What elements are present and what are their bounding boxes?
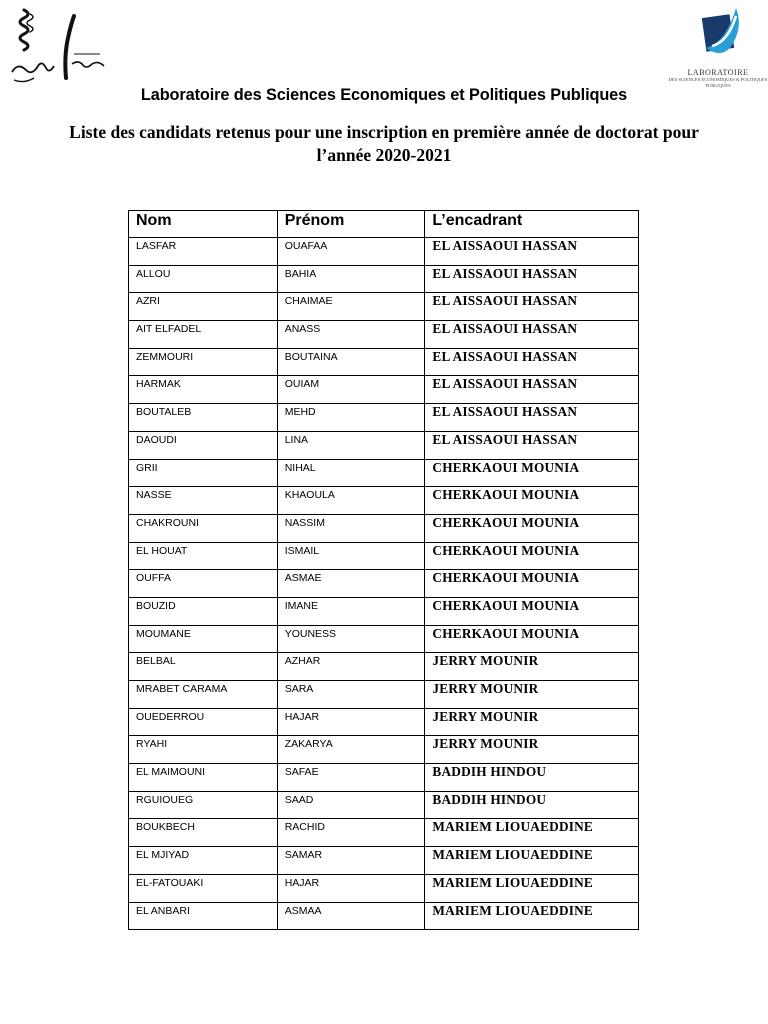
cell-encadrant: EL AISSAOUI HASSAN <box>425 293 639 321</box>
university-logo-icon <box>8 6 108 88</box>
cell-prenom: ISMAIL <box>277 542 425 570</box>
table-row <box>129 819 639 847</box>
cell-nom: EL MAIMOUNI <box>129 764 278 792</box>
table-row <box>129 847 639 875</box>
cell-nom: EL HOUAT <box>129 542 278 570</box>
cell-encadrant: EL AISSAOUI HASSAN <box>425 265 639 293</box>
table-row <box>129 874 639 902</box>
cell-nom: BELBAL <box>129 653 278 681</box>
cell-prenom: SAMAR <box>277 847 425 875</box>
table-body <box>129 238 639 930</box>
cell-prenom: OUIAM <box>277 376 425 404</box>
cell-prenom: MEHD <box>277 404 425 432</box>
table-row <box>129 570 639 598</box>
cell-encadrant: CHERKAOUI MOUNIA <box>425 459 639 487</box>
cell-nom: EL MJIYAD <box>129 847 278 875</box>
cell-nom: RYAHI <box>129 736 278 764</box>
cell-nom: OUEDERROU <box>129 708 278 736</box>
lab-logo-title: LABORATOIRE <box>687 68 749 77</box>
cell-nom: RGUIOUEG <box>129 791 278 819</box>
cell-prenom: OUAFAA <box>277 238 425 266</box>
cell-encadrant: JERRY MOUNIR <box>425 653 639 681</box>
table-row <box>129 542 639 570</box>
table-row <box>129 902 639 930</box>
cell-nom: CHAKROUNI <box>129 514 278 542</box>
table-row <box>129 431 639 459</box>
cell-encadrant: CHERKAOUI MOUNIA <box>425 625 639 653</box>
cell-encadrant: CHERKAOUI MOUNIA <box>425 542 639 570</box>
table-row <box>129 238 639 266</box>
column-header-nom: Nom <box>129 211 278 238</box>
table-row <box>129 514 639 542</box>
cell-encadrant: BADDIH HINDOU <box>425 791 639 819</box>
cell-nom: NASSE <box>129 487 278 515</box>
cell-prenom: BOUTAINA <box>277 348 425 376</box>
cell-prenom: LINA <box>277 431 425 459</box>
column-header-prenom: Prénom <box>277 211 425 238</box>
cell-prenom: ASMAE <box>277 570 425 598</box>
cell-encadrant: MARIEM LIOUAEDDINE <box>425 847 639 875</box>
table-row <box>129 376 639 404</box>
column-header-encadrant: L’encadrant <box>425 211 639 238</box>
table-row <box>129 321 639 349</box>
cell-nom: ZEMMOURI <box>129 348 278 376</box>
cell-prenom: SARA <box>277 681 425 709</box>
cell-nom: LASFAR <box>129 238 278 266</box>
universite-ibn-tofail-logo <box>8 6 108 88</box>
cell-encadrant: EL AISSAOUI HASSAN <box>425 404 639 432</box>
cell-encadrant: EL AISSAOUI HASSAN <box>425 376 639 404</box>
cell-prenom: AZHAR <box>277 653 425 681</box>
cell-prenom: NASSIM <box>277 514 425 542</box>
cell-prenom: BAHIA <box>277 265 425 293</box>
cell-encadrant: EL AISSAOUI HASSAN <box>425 321 639 349</box>
cell-prenom: ZAKARYA <box>277 736 425 764</box>
cell-nom: GRII <box>129 459 278 487</box>
cell-nom: ALLOU <box>129 265 278 293</box>
candidates-table <box>128 210 639 930</box>
cell-nom: EL-FATOUAKI <box>129 874 278 902</box>
list-subtitle: Liste des candidats retenus pour une inscription en première année de doctorat pour l’année 2020-2021 <box>69 122 699 165</box>
table-row <box>129 597 639 625</box>
table-row <box>129 791 639 819</box>
cell-nom: EL ANBARI <box>129 902 278 930</box>
cell-nom: HARMAK <box>129 376 278 404</box>
cell-prenom: IMANE <box>277 597 425 625</box>
cell-prenom: SAAD <box>277 791 425 819</box>
table-row <box>129 653 639 681</box>
cell-encadrant: EL AISSAOUI HASSAN <box>425 238 639 266</box>
laboratoire-logo-icon <box>686 2 750 66</box>
table-row <box>129 459 639 487</box>
table-row <box>129 681 639 709</box>
cell-prenom: HAJAR <box>277 708 425 736</box>
cell-prenom: SAFAE <box>277 764 425 792</box>
cell-nom: BOUZID <box>129 597 278 625</box>
cell-encadrant: JERRY MOUNIR <box>425 736 639 764</box>
page-heading: Laboratoire des Sciences Economiques et Politiques Publiques <box>140 86 628 104</box>
cell-nom: AZRI <box>129 293 278 321</box>
cell-encadrant: CHERKAOUI MOUNIA <box>425 597 639 625</box>
cell-prenom: CHAIMAE <box>277 293 425 321</box>
table-row <box>129 736 639 764</box>
table-row <box>129 348 639 376</box>
cell-nom: MRABET CARAMA <box>129 681 278 709</box>
cell-encadrant: JERRY MOUNIR <box>425 708 639 736</box>
table-row <box>129 708 639 736</box>
cell-encadrant: MARIEM LIOUAEDDINE <box>425 819 639 847</box>
cell-prenom: NIHAL <box>277 459 425 487</box>
cell-nom: DAOUDI <box>129 431 278 459</box>
table-header-row <box>129 211 639 238</box>
cell-prenom: YOUNESS <box>277 625 425 653</box>
table-row <box>129 265 639 293</box>
table-row <box>129 293 639 321</box>
cell-encadrant: CHERKAOUI MOUNIA <box>425 514 639 542</box>
cell-nom: OUFFA <box>129 570 278 598</box>
cell-encadrant: BADDIH HINDOU <box>425 764 639 792</box>
cell-nom: MOUMANE <box>129 625 278 653</box>
cell-encadrant: EL AISSAOUI HASSAN <box>425 348 639 376</box>
cell-encadrant: CHERKAOUI MOUNIA <box>425 487 639 515</box>
cell-prenom: ASMAA <box>277 902 425 930</box>
cell-nom: BOUTALEB <box>129 404 278 432</box>
cell-prenom: ANASS <box>277 321 425 349</box>
laboratoire-logo <box>668 2 768 94</box>
cell-prenom: HAJAR <box>277 874 425 902</box>
cell-encadrant: MARIEM LIOUAEDDINE <box>425 902 639 930</box>
cell-nom: AIT ELFADEL <box>129 321 278 349</box>
cell-nom: BOUKBECH <box>129 819 278 847</box>
table-row <box>129 625 639 653</box>
lab-logo-subtitle: DES SCIENCES ECONOMIQUES & POLITIQUES PUBLIQUES <box>668 77 768 88</box>
cell-encadrant: CHERKAOUI MOUNIA <box>425 570 639 598</box>
table-row <box>129 404 639 432</box>
cell-encadrant: JERRY MOUNIR <box>425 681 639 709</box>
cell-prenom: RACHID <box>277 819 425 847</box>
cell-prenom: KHAOULA <box>277 487 425 515</box>
cell-encadrant: EL AISSAOUI HASSAN <box>425 431 639 459</box>
table-row <box>129 764 639 792</box>
table-row <box>129 487 639 515</box>
cell-encadrant: MARIEM LIOUAEDDINE <box>425 874 639 902</box>
